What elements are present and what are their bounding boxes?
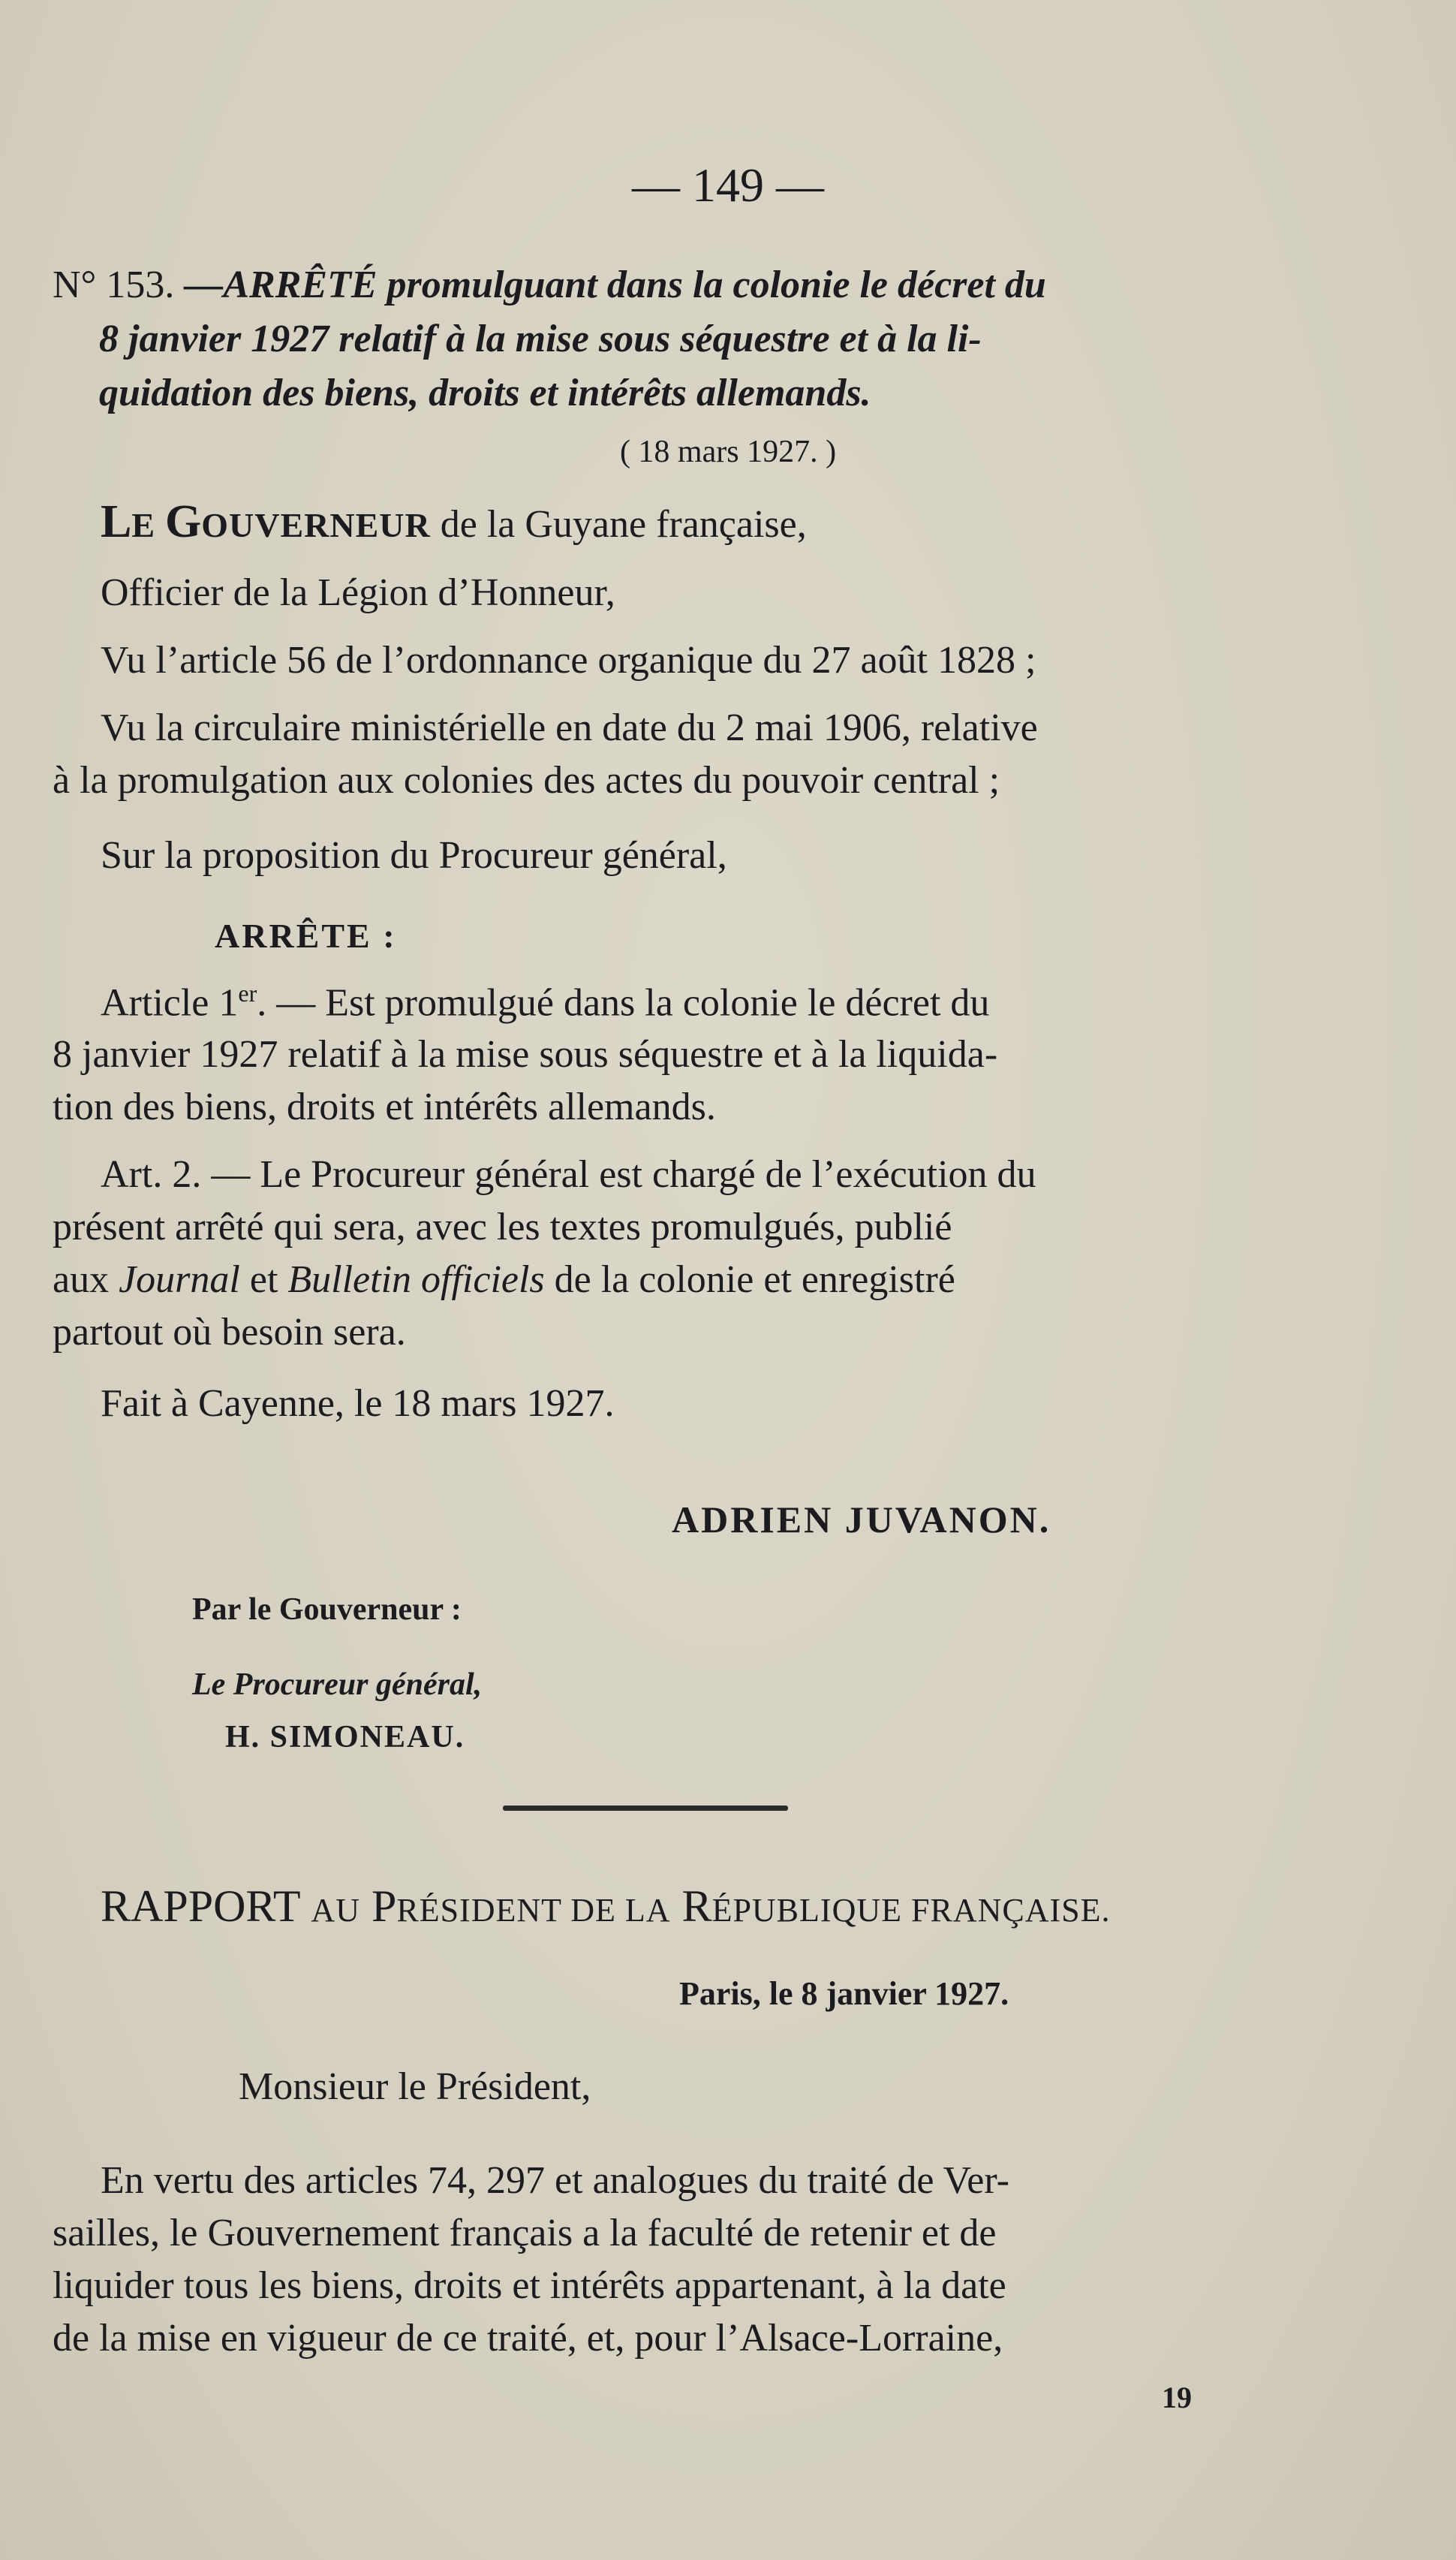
procureur-title: Le Procureur général, [192, 1667, 483, 1702]
paragraph-line-2: sailles, le Gouvernement français a la faculté de retenir et de [53, 2212, 997, 2254]
paragraph-line-1: En vertu des articles 74, 297 et analogues du traité de Ver- [101, 2159, 1009, 2202]
decree-heading-line-1 [53, 263, 1268, 307]
signature-mark: 19 [1162, 2381, 1192, 2414]
article-2-line-1: Art. 2. — Le Procureur général est chargé de l’exécution du [101, 1153, 1036, 1196]
decree-heading-line-3: quidation des biens, droits et intérêts allemands. [99, 372, 871, 414]
officer-line: Officier de la Légion d’Honneur, [101, 571, 615, 614]
governor-line: LE GOUVERNEUR de la Guyane française, [101, 496, 807, 547]
arrete-heading: ARRÊTE : [215, 917, 397, 955]
signature-governor: ADRIEN JUVANON. [672, 1498, 1051, 1541]
vu-line-2a: Vu la circulaire ministérielle en date du 2 mai 1906, relative [101, 706, 1038, 749]
rapport-title: RAPPORT AU PRÉSIDENT DE LA RÉPUBLIQUE FRANÇAISE. [101, 1881, 1111, 1931]
vu-line-1: Vu l’article 56 de l’ordonnance organique du 27 août 1828 ; [101, 639, 1036, 682]
decree-number: N° 153. [53, 264, 175, 306]
decree-date: ( 18 mars 1927. ) [619, 435, 837, 469]
paragraph-line-3: liquider tous les biens, droits et intérêts appartenant, à la date [53, 2264, 1006, 2307]
salutation: Monsieur le Président, [239, 2065, 591, 2108]
article-2-line-2: présent arrêté qui sera, avec les textes promulgués, publié [53, 1206, 952, 1248]
decree-heading-line-2: 8 janvier 1927 relatif à la mise sous séquestre et à la li- [99, 318, 982, 360]
article-1-line-3: tion des biens, droits et intérêts allemands. [53, 1086, 716, 1128]
page-number: — 149 — [632, 158, 824, 212]
fait-line: Fait à Cayenne, le 18 mars 1927. [101, 1382, 615, 1425]
decree-heading-text: —ARRÊTÉ promulguant dans la colonie le décret du [184, 264, 1046, 306]
procureur-name: H. SIMONEAU. [225, 1720, 465, 1754]
paragraph-line-4: de la mise en vigueur de ce traité, et, pour l’Alsace-Lorraine, [53, 2317, 1003, 2360]
sur-line: Sur la proposition du Procureur général, [101, 834, 727, 877]
rapport-dateline: Paris, le 8 janvier 1927. [679, 1975, 1009, 2012]
article-2-line-4: partout où besoin sera. [53, 1311, 406, 1354]
article-1-line-2: 8 janvier 1927 relatif à la mise sous séquestre et à la liquida- [53, 1033, 998, 1076]
article-2-line-3: aux Journal et Bulletin officiels de la colonie et enregistré [53, 1258, 955, 1301]
par-le-gouverneur: Par le Gouverneur : [192, 1592, 462, 1627]
article-1-line-1: Article 1er. — Est promulgué dans la colonie le décret du [101, 980, 990, 1025]
vu-line-2b: à la promulgation aux colonies des actes du pouvoir central ; [53, 759, 1000, 802]
section-divider [503, 1806, 788, 1811]
